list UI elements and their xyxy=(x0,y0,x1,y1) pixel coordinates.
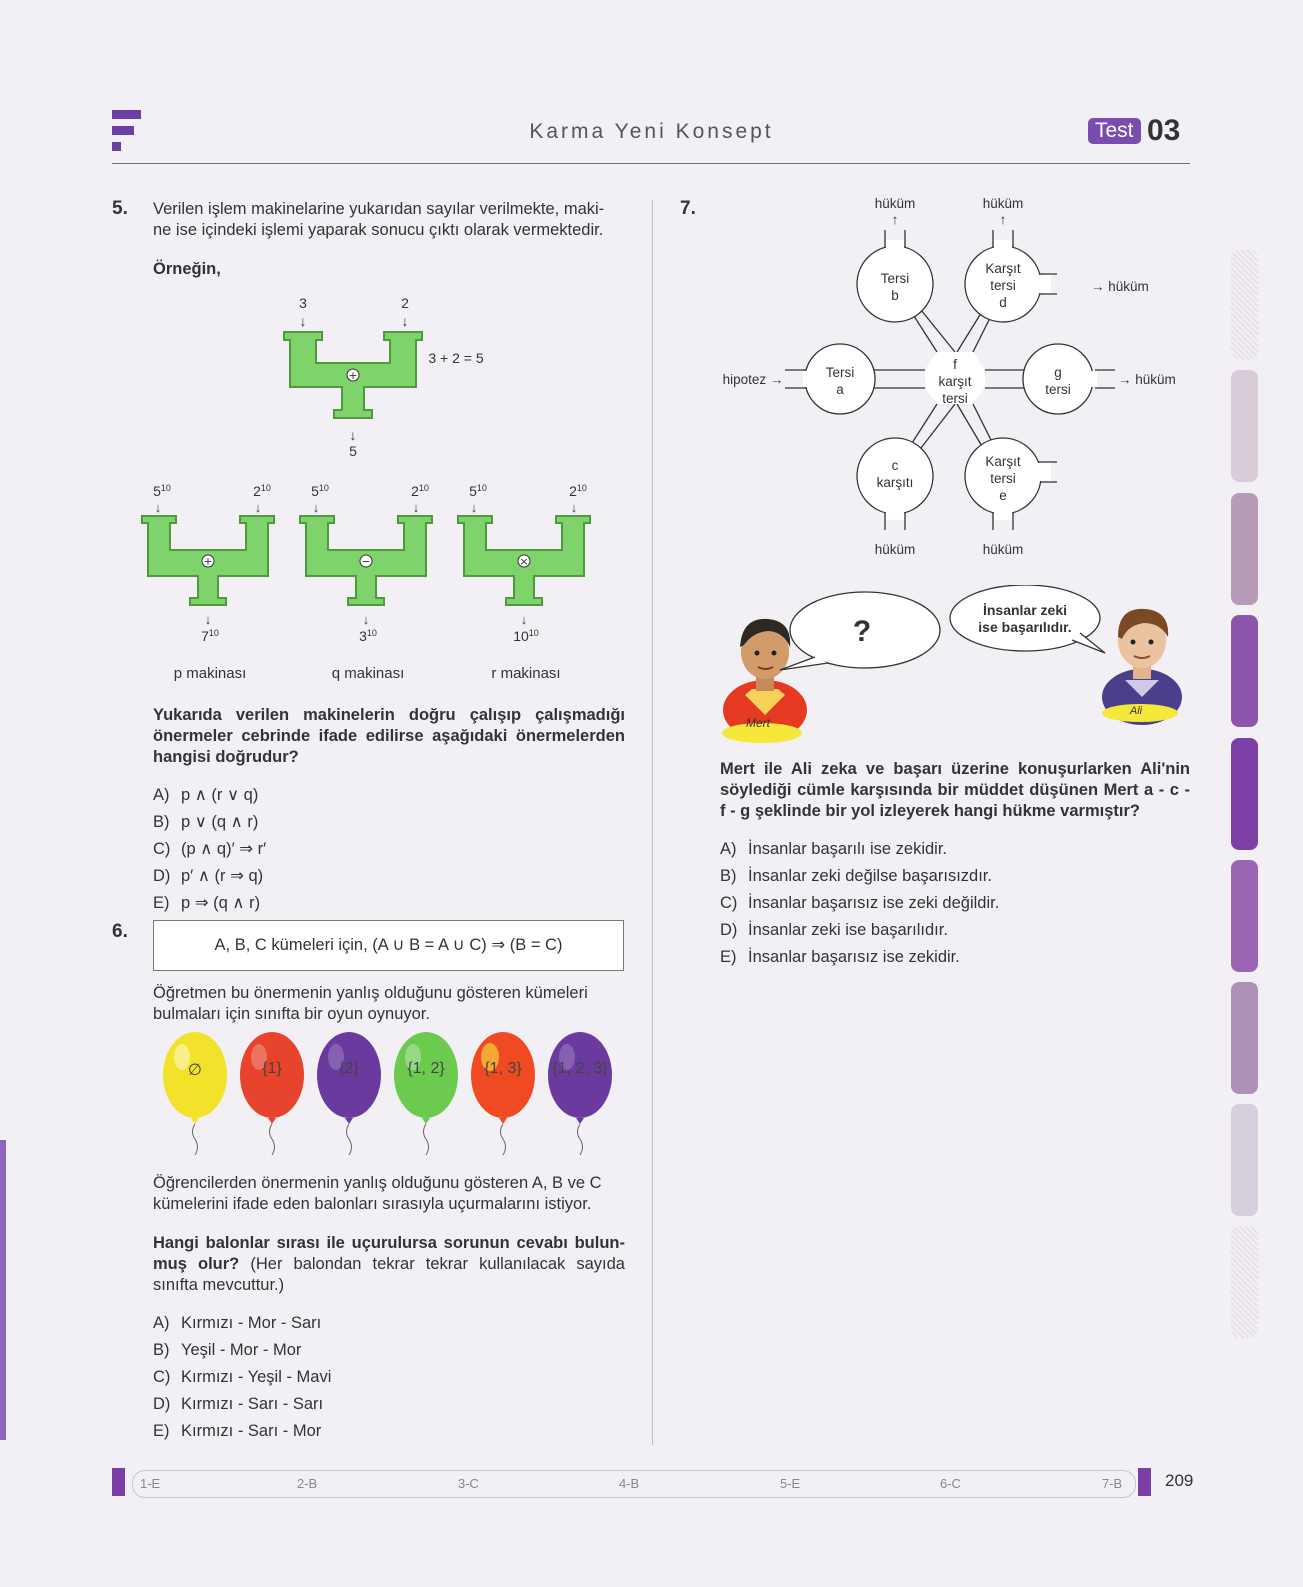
q6-question-line: sınıfta mevcuttur.) xyxy=(153,1276,285,1294)
name-tag-ali: Ali xyxy=(1129,705,1143,717)
example-output: 5 xyxy=(349,443,357,459)
machine-output: $7^{10}$ xyxy=(201,628,219,644)
svg-text:↓: ↓ xyxy=(570,500,578,515)
q5-question-line: Yukarıda verilen makinelerin doğru çalışıp çalışmadığı xyxy=(153,706,625,724)
q5-intro-line: ne ise içindeki işlemi yaparak sonucu çıktı olarak vermektedir. xyxy=(153,221,604,239)
hukum-label: → hüküm xyxy=(1118,372,1176,387)
footer-marker-right xyxy=(1138,1468,1151,1496)
machine-output: $3^{10}$ xyxy=(359,628,377,644)
balloon-label: {1, 3} xyxy=(484,1060,522,1077)
node-label: Tersi xyxy=(880,271,910,286)
balloon-label: {1, 2} xyxy=(407,1060,445,1077)
center-label: f xyxy=(953,357,957,372)
balloon[interactable] xyxy=(160,1032,230,1157)
balloon[interactable] xyxy=(314,1032,384,1157)
answer-option[interactable]: A) p ∧ (r ∨ q) xyxy=(153,786,259,804)
balloon-label: {2} xyxy=(339,1060,359,1077)
speech-text: İnsanlar zeki xyxy=(982,602,1068,618)
chapter-tab[interactable] xyxy=(1231,615,1258,727)
arrow-up-icon: ↑ xyxy=(891,212,899,227)
hukum-label: hüküm xyxy=(874,542,916,557)
answer-option[interactable]: A) İnsanlar başarılı ise zekidir. xyxy=(720,840,948,858)
machine-label: r makinası xyxy=(491,665,561,682)
svg-text:↓: ↓ xyxy=(204,612,212,627)
q6-statement: A, B, C kümeleri için, (A ∪ B = A ∪ C) ⇒ (B = C) xyxy=(214,936,563,954)
q5-question-line: hangisi doğrudur? xyxy=(153,748,299,766)
q6-question-line xyxy=(153,1254,625,1275)
balloon[interactable] xyxy=(237,1032,307,1157)
machine-label: q makinası xyxy=(331,665,405,682)
center-label: tersi xyxy=(942,391,968,406)
node-label: Tersi xyxy=(825,365,855,380)
balloon-shape xyxy=(314,1032,384,1157)
svg-text:↓: ↓ xyxy=(312,500,320,515)
balloon-label: ∅ xyxy=(188,1062,202,1079)
answer-option[interactable]: E) p ⇒ (q ∧ r) xyxy=(153,894,261,912)
input-arrow: ↓ xyxy=(401,313,409,329)
footer-marker-left xyxy=(112,1468,125,1496)
q7-question-line: f - g şeklinde bir yol izleyerek hangi hükme varmıştır? xyxy=(720,802,1140,820)
node-label: tersi xyxy=(1045,382,1071,397)
svg-text:↓: ↓ xyxy=(254,500,262,515)
answer-option[interactable]: D) p′ ∧ (r ⇒ q) xyxy=(153,867,264,885)
answer-key-item: 5-E xyxy=(780,1476,801,1491)
machine-input-right: $2^{10}$ xyxy=(569,483,587,499)
svg-text:↓: ↓ xyxy=(154,500,162,515)
q6-question-rest: (Her balondan tekrar tekrar kullanılacak sayıda xyxy=(239,1255,625,1273)
answer-option[interactable]: A) Kırmızı - Mor - Sarı xyxy=(153,1314,322,1332)
answer-option[interactable]: C) İnsanlar başarısız ise zeki değildir. xyxy=(720,894,1000,912)
machine-output: $10^{10}$ xyxy=(513,628,539,644)
answer-option[interactable]: B) İnsanlar zeki değilse başarısızdır. xyxy=(720,867,992,885)
example-equation: 3 + 2 = 5 xyxy=(428,350,484,366)
operator-sign: − xyxy=(361,555,371,568)
q6-question-line: Hangi balonlar sırası ile uçurulursa sorunun cevabı bulun- xyxy=(153,1234,625,1252)
q5-example-label: Örneğin, xyxy=(153,260,221,278)
answer-option[interactable]: D) Kırmızı - Sarı - Sarı xyxy=(153,1395,324,1413)
q6-text-line: Öğretmen bu önermenin yanlış olduğunu gösteren kümeleri xyxy=(153,984,588,1002)
output-arrow: ↓ xyxy=(349,427,357,443)
node-label: d xyxy=(999,295,1007,310)
page-number: 209 xyxy=(1165,1471,1194,1490)
q6-text-line: kümelerini ifade eden balonları sırasıyla uçurmalarını istiyor. xyxy=(153,1195,592,1213)
answer-option[interactable]: C) (p ∧ q)′ ⇒ r′ xyxy=(153,840,267,858)
q6-question-bold: muş olur? xyxy=(153,1255,240,1273)
machine-input-left: $5^{10}$ xyxy=(311,483,329,499)
hukum-label: hüküm xyxy=(982,542,1024,557)
balloon-shape xyxy=(237,1032,307,1157)
machine-input-right: $2^{10}$ xyxy=(411,483,429,499)
input-arrow: ↓ xyxy=(299,313,307,329)
chapter-tab[interactable] xyxy=(1231,250,1258,360)
example-machine xyxy=(270,290,510,470)
balloon-shape xyxy=(160,1032,230,1157)
node-label: c xyxy=(891,458,899,473)
q6-options xyxy=(153,1314,331,1449)
q5-options xyxy=(153,785,266,920)
machine-input-left: $5^{10}$ xyxy=(469,483,487,499)
r-machine xyxy=(458,483,590,644)
balloon-label: {1, 2, 3} xyxy=(552,1060,608,1077)
node-label: e xyxy=(999,488,1007,503)
machine-label: p makinası xyxy=(173,665,247,682)
page-title: Karma Yeni Konsept xyxy=(529,120,774,143)
q7-question-line: Mert ile Ali zeka ve başarı üzerine konuşurlarken Ali'nin xyxy=(720,760,1190,778)
test-number: 03 xyxy=(1147,114,1181,147)
dialogue-illustration xyxy=(720,585,1190,745)
machine-input-left: $5^{10}$ xyxy=(153,483,171,499)
chapter-tab[interactable] xyxy=(1231,1226,1258,1338)
answer-key-item: 3-C xyxy=(458,1476,479,1491)
example-input-right: 2 xyxy=(401,295,409,311)
q6-text2 xyxy=(153,1173,623,1215)
q6-text1 xyxy=(153,983,623,1025)
q5-intro xyxy=(153,199,623,241)
example-input-left: 3 xyxy=(299,295,307,311)
hipotez-label: hipotez → xyxy=(722,372,784,387)
svg-text:↓: ↓ xyxy=(412,500,420,515)
column-divider xyxy=(652,200,653,1445)
q6-statement-box xyxy=(153,920,624,971)
q5-question xyxy=(153,705,625,768)
q7-options xyxy=(720,840,999,975)
chapter-tab[interactable] xyxy=(1231,493,1258,605)
header-divider xyxy=(112,163,1190,164)
answer-key-item: 4-B xyxy=(619,1476,640,1491)
balloon[interactable] xyxy=(468,1032,538,1157)
chapter-tab[interactable] xyxy=(1231,370,1258,482)
name-tag-mert: Mert xyxy=(746,716,770,730)
node-label: Karşıt xyxy=(985,261,1021,276)
chapter-tab[interactable] xyxy=(1231,1104,1258,1216)
balloon-row xyxy=(160,1032,620,1157)
logic-diagram xyxy=(715,192,1195,572)
balloon[interactable] xyxy=(545,1032,615,1157)
q5-question-line: önermeler cebrinde ifade edilirse aşağıdaki önermelerden xyxy=(153,727,625,745)
operator-sign: × xyxy=(519,555,529,568)
chapter-tab[interactable] xyxy=(1231,860,1258,972)
node-label: b xyxy=(891,288,899,303)
balloon-shape xyxy=(391,1032,461,1157)
hukum-label: hüküm xyxy=(982,196,1024,211)
machine-row xyxy=(138,478,618,678)
q-machine xyxy=(300,483,432,644)
node-label: karşıtı xyxy=(876,475,914,490)
q7-question-line: söylediği cümle karşısında bir müddet düşünen Mert a - c - xyxy=(720,781,1190,799)
question-6-number: 6. xyxy=(112,921,128,942)
p-machine xyxy=(142,483,274,644)
answer-key-item: 7-B xyxy=(1102,1476,1123,1491)
svg-text:↓: ↓ xyxy=(470,500,478,515)
answer-option[interactable]: C) Kırmızı - Yeşil - Mavi xyxy=(153,1368,332,1386)
node-label: tersi xyxy=(990,278,1016,293)
balloon-label: {1} xyxy=(262,1060,282,1077)
balloon[interactable] xyxy=(391,1032,461,1157)
speech-text: ise başarılıdır. xyxy=(978,619,1072,635)
answer-option[interactable]: B) Yeşil - Mor - Mor xyxy=(153,1341,302,1359)
machine-input-right: $2^{10}$ xyxy=(253,483,271,499)
operator-sign: + xyxy=(203,555,213,568)
answer-option[interactable]: E) İnsanlar başarısız ise zekidir. xyxy=(720,948,960,966)
q6-question xyxy=(153,1233,625,1296)
answer-option[interactable]: B) p ∨ (q ∧ r) xyxy=(153,813,259,831)
balloon-shape xyxy=(468,1032,538,1157)
answer-key-item: 1-E xyxy=(140,1476,161,1491)
hukum-label: → hüküm xyxy=(1091,279,1149,294)
question-mark-bubble: ? xyxy=(852,615,872,648)
question-7-number: 7. xyxy=(680,198,696,219)
svg-text:↓: ↓ xyxy=(520,612,528,627)
question-5-number: 5. xyxy=(112,198,128,219)
sidebar-strip xyxy=(0,1140,6,1440)
test-badge: Test xyxy=(1088,118,1141,144)
q6-text-line: Öğrencilerden önermenin yanlış olduğunu gösteren A, B ve C xyxy=(153,1174,602,1192)
node-label: tersi xyxy=(990,471,1016,486)
svg-text:↓: ↓ xyxy=(362,612,370,627)
answer-key-item: 6-C xyxy=(940,1476,961,1491)
operator-sign: + xyxy=(348,369,358,382)
q5-intro-line: Verilen işlem makinelarine yukarıdan sayılar verilmekte, maki- xyxy=(153,200,605,218)
chapter-tab[interactable] xyxy=(1231,982,1258,1094)
q7-question xyxy=(720,759,1190,822)
node-label: Karşıt xyxy=(985,454,1021,469)
center-label: karşıt xyxy=(938,374,972,389)
node-label: a xyxy=(836,382,844,397)
balloon-shape xyxy=(545,1032,615,1157)
node-label: g xyxy=(1054,365,1062,380)
chapter-tab[interactable] xyxy=(1231,738,1258,850)
answer-option[interactable]: D) İnsanlar zeki ise başarılıdır. xyxy=(720,921,948,939)
hukum-label: hüküm xyxy=(874,196,916,211)
answer-option[interactable]: E) Kırmızı - Sarı - Mor xyxy=(153,1422,322,1440)
q6-text-line: bulmaları için sınıfta bir oyun oynuyor. xyxy=(153,1005,430,1023)
arrow-up-icon: ↑ xyxy=(999,212,1007,227)
answer-key-item: 2-B xyxy=(297,1476,318,1491)
